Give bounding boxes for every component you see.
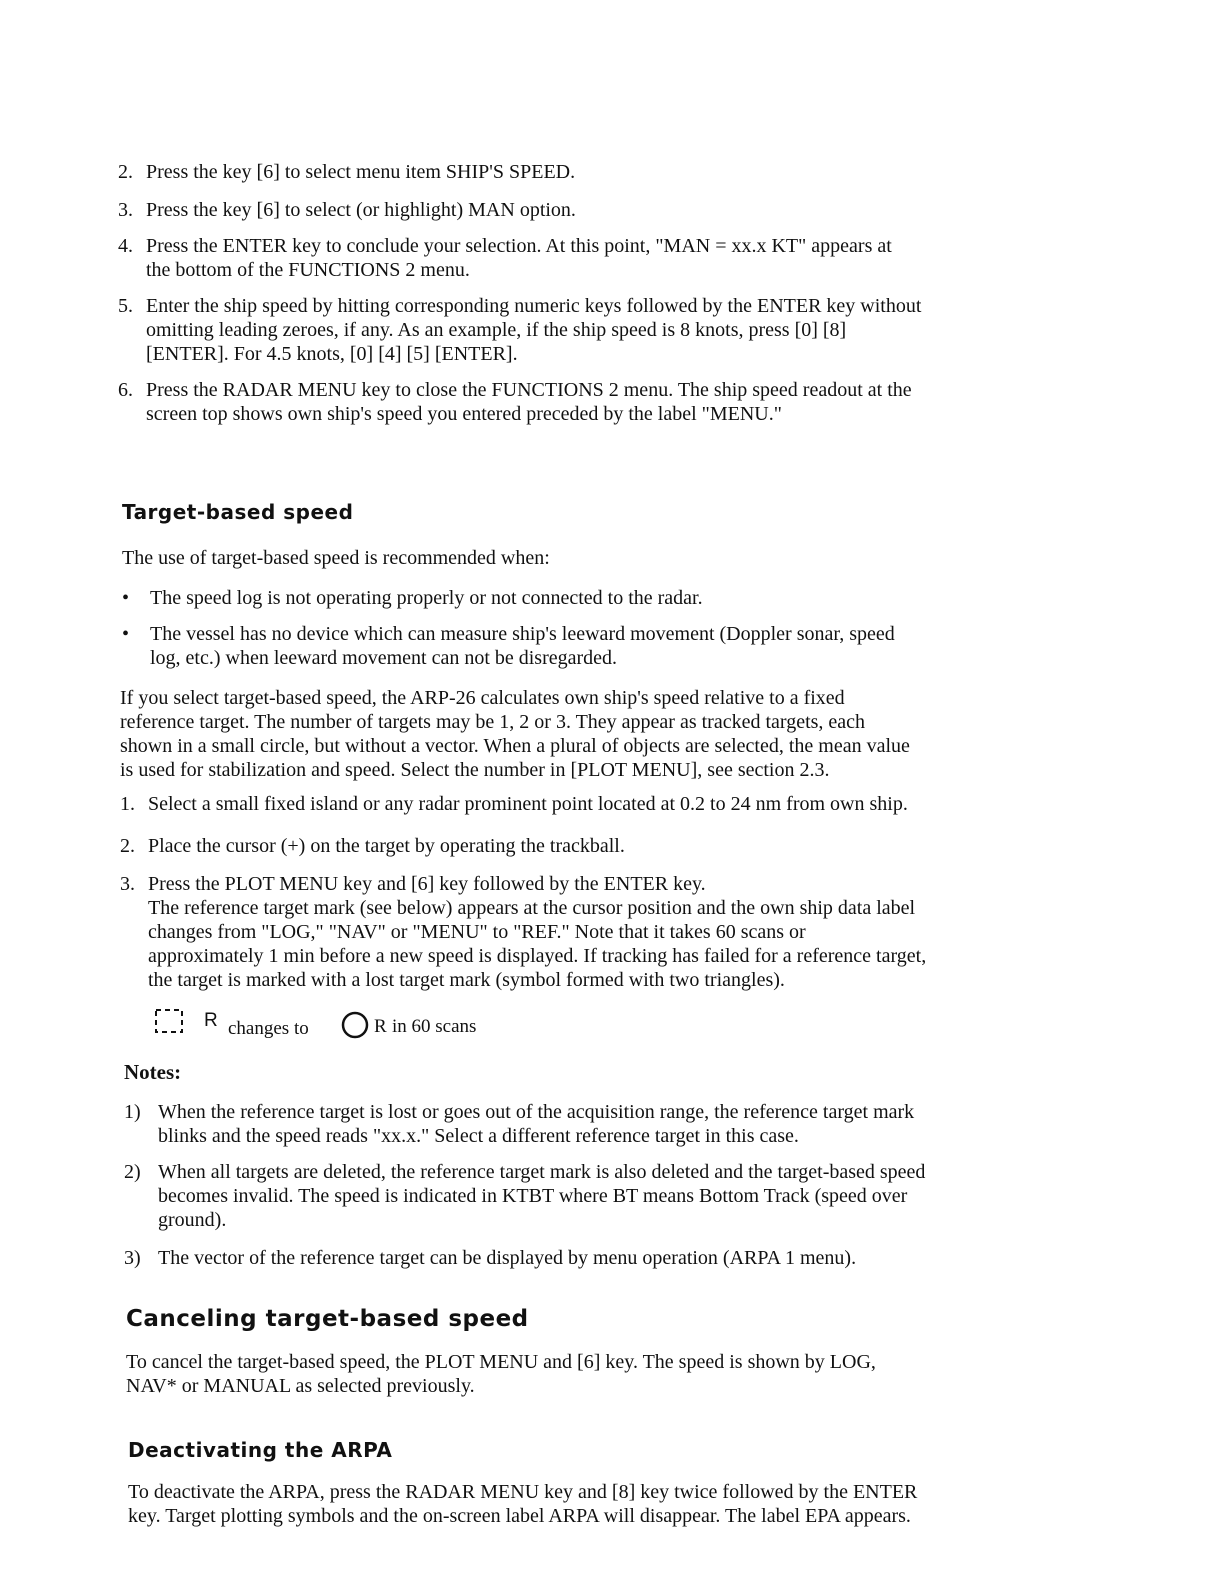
note-text: ground). (158, 1209, 227, 1231)
step-text: [ENTER]. For 4.5 knots, [0] [4] [5] [ENTER]. (146, 343, 518, 365)
note-text: becomes invalid. The speed is indicated in KTBT where BT means Bottom Track (speed over (158, 1185, 908, 1207)
intro-text: The use of target-based speed is recommended when: (122, 547, 550, 569)
step-text: omitting leading zeroes, if any. As an example, if the ship speed is 8 knots, press [0] [8] (146, 319, 847, 341)
step-text: The reference target mark (see below) appears at the cursor position and the own ship data label (148, 897, 916, 919)
notes-heading: Notes: (124, 1060, 182, 1084)
reference-label-r: R (204, 1010, 218, 1031)
note-text: blinks and the speed reads "xx.x." Select a different reference target in this case. (158, 1125, 799, 1147)
symbol-caption: in 60 scans (392, 1016, 477, 1037)
step-number: 4. (118, 235, 133, 257)
step-text: Press the PLOT MENU key and [6] key followed by the ENTER key. (148, 873, 706, 895)
reference-target-symbol-row (152, 1002, 572, 1042)
step-number: 6. (118, 379, 133, 401)
paragraph-line: is used for stabilization and speed. Select the number in [PLOT MENU], see section 2.3. (120, 759, 830, 781)
section-heading-target-based-speed: Target-based speed (122, 500, 354, 524)
deactivating-paragraph (128, 1480, 1088, 1528)
step-text: changes from "LOG," "NAV" or "MENU" to "REF." Note that it takes 60 scans or (148, 921, 806, 943)
note-number: 2) (124, 1161, 141, 1183)
step-text: Press the ENTER key to conclude your selection. At this point, "MAN = xx.x KT" appears at (146, 235, 892, 257)
step-text: Press the key [6] to select (or highlight) MAN option. (146, 199, 576, 221)
note-text: When all targets are deleted, the reference target mark is also deleted and the target-based speed (158, 1161, 926, 1183)
paragraph-line: reference target. The number of targets may be 1, 2 or 3. They appear as tracked targets, each (120, 711, 866, 733)
note-number: 3) (124, 1247, 141, 1269)
step-number: 3. (118, 199, 133, 221)
note-number: 1) (124, 1101, 141, 1123)
step-number: 5. (118, 295, 133, 317)
section-heading-deactivating: Deactivating the ARPA (128, 1438, 393, 1462)
bullet-text: The vessel has no device which can measure ship's leeward movement (Doppler sonar, speed (150, 623, 895, 645)
step-number: 2. (118, 161, 133, 183)
circle-icon (340, 1010, 370, 1040)
step-text: Select a small fixed island or any radar prominent point located at 0.2 to 24 nm from own ship. (148, 793, 908, 815)
step-text: the bottom of the FUNCTIONS 2 menu. (146, 259, 470, 281)
dashed-square-icon (154, 1008, 186, 1034)
step-text: Press the RADAR MENU key to close the FUNCTIONS 2 menu. The ship speed readout at the (146, 379, 912, 401)
reference-label-r: R (374, 1016, 387, 1037)
paragraph-line: To cancel the target-based speed, the PLOT MENU and [6] key. The speed is shown by LOG, (126, 1351, 876, 1373)
step-number: 2. (120, 835, 135, 857)
step-number: 1. (120, 793, 135, 815)
step-text: Enter the ship speed by hitting corresponding numeric keys followed by the ENTER key without (146, 295, 922, 317)
step-text: Press the key [6] to select menu item SHIP'S SPEED. (146, 161, 576, 183)
note-text: When the reference target is lost or goes out of the acquisition range, the reference target mark (158, 1101, 915, 1123)
bullet-dot-icon: • (122, 587, 130, 609)
step-text: Place the cursor (+) on the target by operating the trackball. (148, 835, 625, 857)
bullet-text: log, etc.) when leeward movement can not be disregarded. (150, 647, 618, 669)
paragraph-line: key. Target plotting symbols and the on-screen label ARPA will disappear. The label EPA appears. (128, 1505, 911, 1527)
step-text: approximately 1 min before a new speed is displayed. If tracking has failed for a reference target, (148, 945, 927, 967)
step-number: 3. (120, 873, 135, 895)
paragraph-line: If you select target-based speed, the ARP-26 calculates own ship's speed relative to a fixed (120, 687, 845, 709)
section-heading-canceling: Canceling target-based speed (126, 1306, 529, 1332)
symbol-caption: changes to (228, 1018, 309, 1039)
step-text: the target is marked with a lost target mark (symbol formed with two triangles). (148, 969, 785, 991)
step-text: screen top shows own ship's speed you entered preceded by the label "MENU." (146, 403, 782, 425)
note-text: The vector of the reference target can be displayed by menu operation (ARPA 1 menu). (158, 1247, 857, 1269)
bullet-dot-icon: • (122, 623, 130, 645)
paragraph-line: NAV* or MANUAL as selected previously. (126, 1375, 475, 1397)
paragraph-line: To deactivate the ARPA, press the RADAR MENU key and [8] key twice followed by the ENTER (128, 1481, 918, 1503)
canceling-paragraph (126, 1350, 1086, 1398)
bullet-text: The speed log is not operating properly or not connected to the radar. (150, 587, 703, 609)
paragraph-line: shown in a small circle, but without a vector. When a plural of objects are selected, the mean value (120, 735, 910, 757)
target-based-paragraph (120, 686, 1080, 782)
